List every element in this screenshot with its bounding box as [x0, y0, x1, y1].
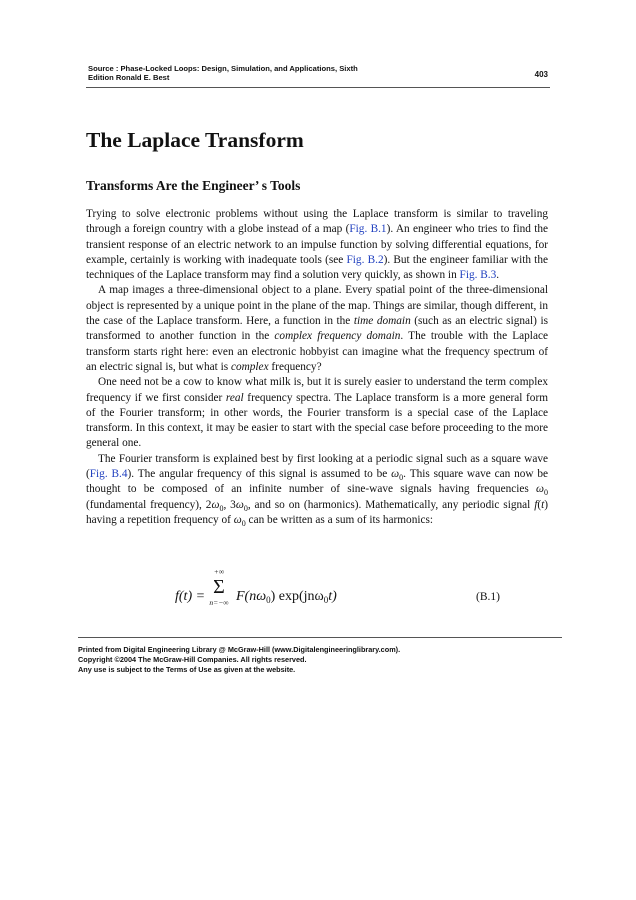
paragraph-4	[86, 452, 548, 528]
chapter-title: The Laplace Transform	[86, 128, 304, 152]
complex-frequency-domain-term: complex frequency domain	[274, 330, 401, 343]
fig-b1-link[interactable]: Fig. B.1	[349, 223, 387, 236]
omega-symbol: ω	[536, 483, 544, 496]
p3-text-1: One need not be a cow to know what milk is, but it is surely easier to understand the term complex frequency if we first consider	[86, 376, 548, 404]
lower-limit: n=−∞	[209, 598, 229, 607]
real-term: real	[225, 391, 244, 404]
omega-subscript: 0	[219, 503, 224, 513]
function-f: f	[534, 498, 538, 511]
p4-text-9: can be written as a sum of its harmonics:	[245, 513, 434, 526]
p2-text-3: . The trouble with the Laplace transform starts right here: even an electronic hobbyist can imagine what the frequency spectrum of an electric signal is, but what is	[86, 330, 548, 373]
p1-text-1: Trying to solve electronic problems without using the Laplace transform is similar to traveling through a foreign country with a globe instead of a map (	[86, 208, 548, 236]
p2-text-2: (such as an electric signal) is transformed to another function in the	[86, 315, 548, 343]
footer-line-1: Printed from Digital Engineering Library @ McGraw-Hill (www.Digitalengineeringlibrary.com).	[78, 645, 401, 654]
equation-b1	[86, 567, 548, 627]
equation-rhs	[236, 589, 337, 605]
p1-text-4: .	[496, 269, 500, 282]
upper-limit: +∞	[213, 567, 225, 576]
source-header	[88, 64, 548, 83]
p1-text-2: ). An engineer who tries to find the transient response of an electric network to an impulse function by solving differential equations, for example, certainly is working with inadequate tools (see	[86, 223, 548, 266]
p4-text-8: ) having a repetition frequency of	[86, 498, 549, 526]
equation-lhs: f(t) =	[175, 589, 206, 604]
omega-subscript: 0	[243, 503, 248, 513]
footer-line-2: Copyright ©2004 The McGraw-Hill Companies. All rights reserved.	[78, 654, 307, 664]
footer-line-3: Any use is subject to the Terms of Use as given at the website.	[78, 664, 296, 674]
summation	[204, 567, 234, 607]
page-number: 403	[534, 70, 548, 79]
p4-text-7: (	[537, 498, 542, 511]
omega-subscript: 0	[241, 518, 246, 528]
paragraph-2	[86, 283, 548, 375]
rhs-subscript-1: 0	[266, 595, 271, 605]
p4-text-2: ). The angular frequency of this signal is assumed to be	[127, 468, 392, 481]
time-domain-term: time domain	[353, 315, 411, 328]
omega-subscript: 0	[544, 488, 548, 498]
p4-text-3: . This square wave can now be thought to be composed of an infinite number of sine-wave signals having frequencies	[86, 468, 549, 496]
paragraph-1	[86, 207, 548, 283]
omega-symbol: ω	[391, 468, 400, 481]
source-line-2: Edition Ronald E. Best	[88, 73, 170, 83]
p4-text-5: , 3	[223, 498, 236, 511]
rhs-part-3: t)	[328, 589, 337, 604]
header-divider	[86, 87, 550, 88]
copyright-footer	[78, 645, 558, 674]
section-title: Transforms Are the Engineer’ s Tools	[86, 178, 301, 193]
p3-text-2: frequency spectra. The Laplace transform is a more general form of the Fourier transform; in other words, the Fourier transform is a special case of the Laplace transform. In this context, it may be easier to start with the special case before proceeding to the more general one.	[86, 391, 548, 450]
footer-divider	[78, 637, 562, 638]
p4-text-6: , and so on (harmonics). Mathematically, any periodic signal	[247, 498, 535, 511]
sigma-symbol: Σ	[213, 576, 225, 598]
variable-t: t	[541, 498, 545, 511]
fig-b4-link[interactable]: Fig. B.4	[89, 468, 128, 481]
equation-label: (B.1)	[476, 591, 500, 603]
p2-text-1: A map images a three-dimensional object to a plane. Every spatial point of the three-dimensional object is represented by a unique point in the plane of the map. Things are similar, though different, in the case of the Laplace transform. Here, a function in the	[86, 284, 548, 328]
complex-term: complex	[230, 360, 269, 373]
omega-subscript: 0	[399, 473, 404, 483]
rhs-part-2: ) exp(jnω	[270, 589, 324, 604]
p2-text-4: frequency?	[268, 360, 322, 373]
fig-b3-link[interactable]: Fig. B.3	[459, 269, 497, 282]
source-line-1: Source : Phase-Locked Loops: Design, Simulation, and Applications, Sixth	[88, 64, 358, 73]
rhs-subscript-2: 0	[323, 595, 329, 605]
omega-symbol: ω	[233, 513, 242, 526]
omega-symbol: ω	[235, 498, 244, 511]
paragraph-3	[86, 375, 548, 451]
p1-text-3: ). But the engineer familiar with the techniques of the Laplace transform may find a solution very quickly, as shown in	[86, 253, 548, 282]
omega-symbol: ω	[211, 498, 220, 511]
fig-b2-link[interactable]: Fig. B.2	[346, 253, 384, 266]
rhs-part-1: F(nω	[236, 589, 267, 604]
p4-text-4: (fundamental frequency), 2	[86, 498, 212, 511]
p4-text-1: The Fourier transform is explained best by first looking at a periodic signal such as a square wave (	[86, 452, 548, 481]
body-text	[86, 207, 548, 528]
